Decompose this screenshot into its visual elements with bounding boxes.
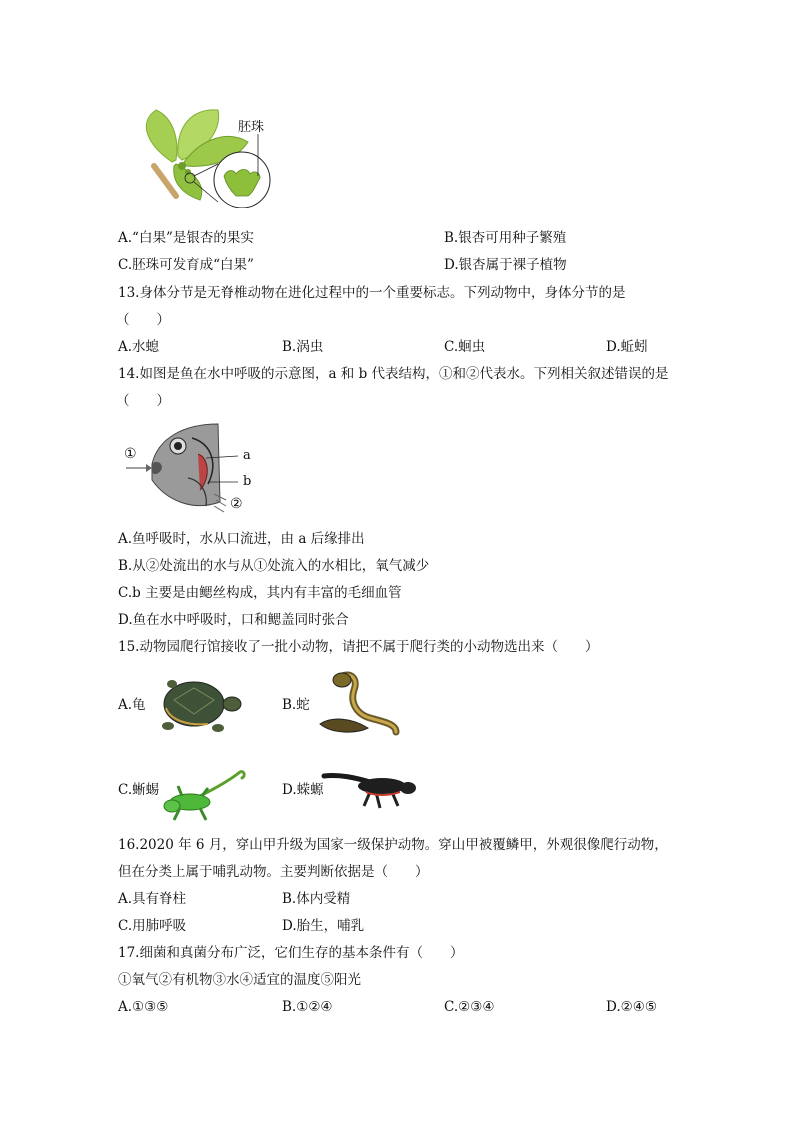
q16-option-b[interactable]: B.体内受精: [282, 891, 351, 907]
q14-option-d[interactable]: D.鱼在水中呼吸时，口和鳃盖同时张合: [118, 612, 349, 628]
q16-stem-line-1: 16.2020 年 6 月，穿山甲升级为国家一级保护动物。穿山甲被覆鳞甲，外观很像爬行动物，: [118, 837, 668, 853]
q17-stem: 17.细菌和真菌分布广泛，它们生存的基本条件有（ ）: [118, 945, 464, 961]
q14-option-c[interactable]: C.b 主要是由鳃丝构成，其内有丰富的毛细血管: [118, 585, 402, 601]
q15-stem: 15.动物园爬行馆接收了一批小动物，请把不属于爬行类的小动物选出来（ ）: [118, 639, 599, 655]
snake-image: [312, 668, 402, 738]
q16-stem-line-2: 但在分类上属于哺乳动物。主要判断依据是（ ）: [118, 864, 429, 880]
q12-option-d[interactable]: D.银杏属于裸子植物: [444, 257, 567, 273]
q13-option-b[interactable]: B.涡虫: [282, 339, 324, 355]
water-out-label: ②: [230, 496, 243, 512]
q15-option-c[interactable]: C.蜥蜴: [118, 782, 160, 798]
q14-option-a[interactable]: A.鱼呼吸时，水从口流进，由 a 后缘排出: [118, 531, 365, 547]
water-in-label: ①: [124, 446, 137, 462]
fish-respiration-figure: [122, 420, 272, 520]
q17-option-d[interactable]: D.②④⑤: [606, 999, 657, 1015]
q16-option-c[interactable]: C.用肺呼吸: [118, 918, 187, 934]
q13-option-c[interactable]: C.蛔虫: [444, 339, 486, 355]
structure-a-label: a: [243, 448, 251, 463]
q13-answer-paren: （ ）: [116, 312, 170, 328]
q12-option-c[interactable]: C.胚珠可发育成“白果”: [118, 257, 254, 273]
q14-option-b[interactable]: B.从②处流出的水与从①处流入的水相比，氧气减少: [118, 558, 430, 574]
q13-option-d[interactable]: D.蚯蚓: [606, 339, 648, 355]
q13-option-a[interactable]: A.水螅: [118, 339, 160, 355]
q14-answer-paren: （ ）: [116, 393, 170, 409]
q16-option-d[interactable]: D.胎生，哺乳: [282, 918, 365, 934]
turtle-image: [152, 670, 242, 740]
q15-option-a[interactable]: A.龟: [118, 697, 146, 713]
structure-b-label: b: [243, 474, 252, 489]
q14-stem: 14.如图是鱼在水中呼吸的示意图，a 和 b 代表结构，①和②代表水。下列相关叙述错误的是: [118, 366, 669, 382]
q17-option-c[interactable]: C.②③④: [444, 999, 495, 1015]
ginkgo-figure: [136, 104, 286, 208]
q17-conditions: ①氧气②有机物③水④适宜的温度⑤阳光: [118, 972, 361, 988]
q12-option-a[interactable]: A.“白果”是银杏的果实: [118, 230, 254, 246]
fish-head-illustration: [122, 420, 272, 520]
q15-option-d[interactable]: D.蝾螈: [282, 782, 324, 798]
q17-option-b[interactable]: B.①②④: [282, 999, 333, 1015]
q17-option-a[interactable]: A.①③⑤: [118, 999, 169, 1015]
lizard-image: [160, 766, 250, 826]
ovule-label: 胚珠: [238, 120, 265, 135]
q13-stem: 13.身体分节是无脊椎动物在进化过程中的一个重要标志。下列动物中，身体分节的是: [118, 285, 626, 301]
q15-option-b[interactable]: B.蛇: [282, 697, 310, 713]
salamander-image: [320, 766, 420, 816]
q12-option-b[interactable]: B.银杏可用种子繁殖: [444, 230, 567, 246]
q16-option-a[interactable]: A.具有脊柱: [118, 891, 187, 907]
